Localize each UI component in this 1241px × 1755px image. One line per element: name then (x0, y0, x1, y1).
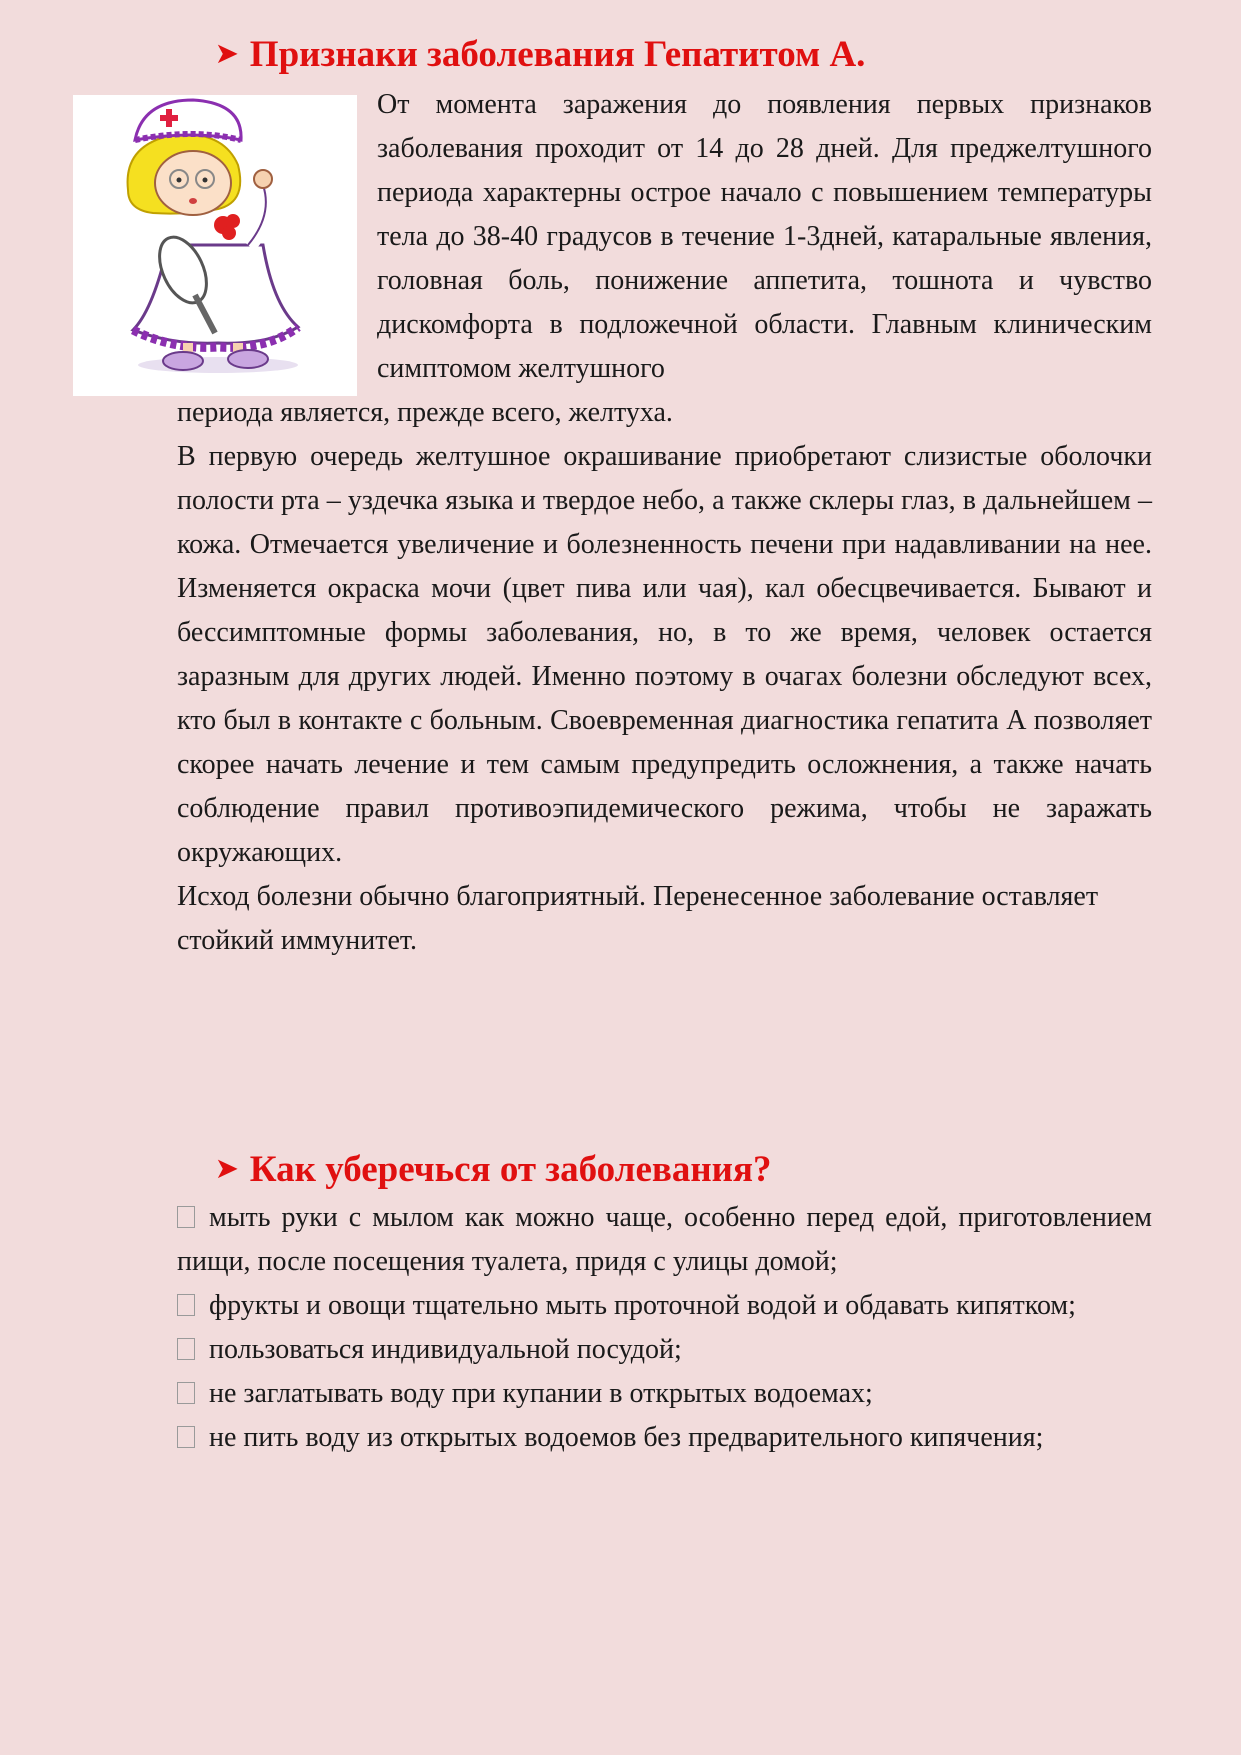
box-bullet-icon (177, 1338, 195, 1360)
heading-text: Признаки заболевания Гепатитом А. (249, 34, 866, 75)
intro-tail-text: периода является, прежде всего, желтуха. (177, 397, 673, 428)
section-heading-prevention (216, 1147, 772, 1192)
list-item: фрукты и овощи тщательно мыть проточной водой и обдавать кипятком; (177, 1284, 1152, 1328)
list-item: не заглатывать воду при купании в открытых водоемах; (177, 1372, 1152, 1416)
box-bullet-icon (177, 1294, 195, 1316)
paragraph-outcome: Исход болезни обычно благоприятный. Перенесенное заболевание оставляет стойкий иммунитет. (177, 881, 1099, 956)
section-heading-symptoms (216, 32, 865, 77)
box-bullet-icon (177, 1382, 195, 1404)
arrow-bullet-icon: ➤ (216, 1154, 238, 1183)
list-item: пользоваться индивидуальной посудой; (177, 1328, 1152, 1372)
heading-text: Как уберечься от заболевания? (249, 1149, 772, 1190)
list-item: мыть руки с мылом как можно чаще, особенно перед едой, приготовлением пищи, после посещения туалета, придя с улицы домой; (177, 1202, 1152, 1277)
list-item: не пить воду из открытых водоемов без предварительного кипячения; (177, 1416, 1152, 1460)
intro-wrapped-text: От момента заражения до появления первых признаков заболевания проходит от 14 до 28 дней. Для преджелтушного периода характерны острое начало с повышением температуры тела до 38-40 градусов в течение 1-3дней, катаральные явления, головная боль, понижение аппетита, тошнота и чувство дискомфорта в подложечной области. Главным клиническим симптомом желтушного (377, 89, 1152, 384)
box-bullet-icon (177, 1206, 195, 1228)
box-bullet-icon (177, 1426, 195, 1448)
paragraph-jaundice: В первую очередь желтушное окрашивание приобретают слизистые оболочки полости рта – уздечка языка и твердое небо, а также склеры глаз, в дальнейшем – кожа. Отмечается увеличение и болезненность печени при надавливании на нее. Изменяется окраска мочи (цвет пива или чая), кал обесцвечивается. Бывают и бессимптомные формы заболевания, но, в то же время, человек остается заразным для других людей. Именно поэтому в очагах болезни обследуют всех, кто был в контакте с больным. Своевременная диагностика гепатита А позволяет скорее начать лечение и тем самым предупредить осложнения, а также начать соблюдение правил противоэпидемического режима, чтобы не заражать окружающих. (177, 441, 1152, 868)
intro-paragraph (177, 83, 1152, 963)
prevention-list (177, 1196, 1152, 1460)
arrow-bullet-icon: ➤ (216, 39, 238, 68)
